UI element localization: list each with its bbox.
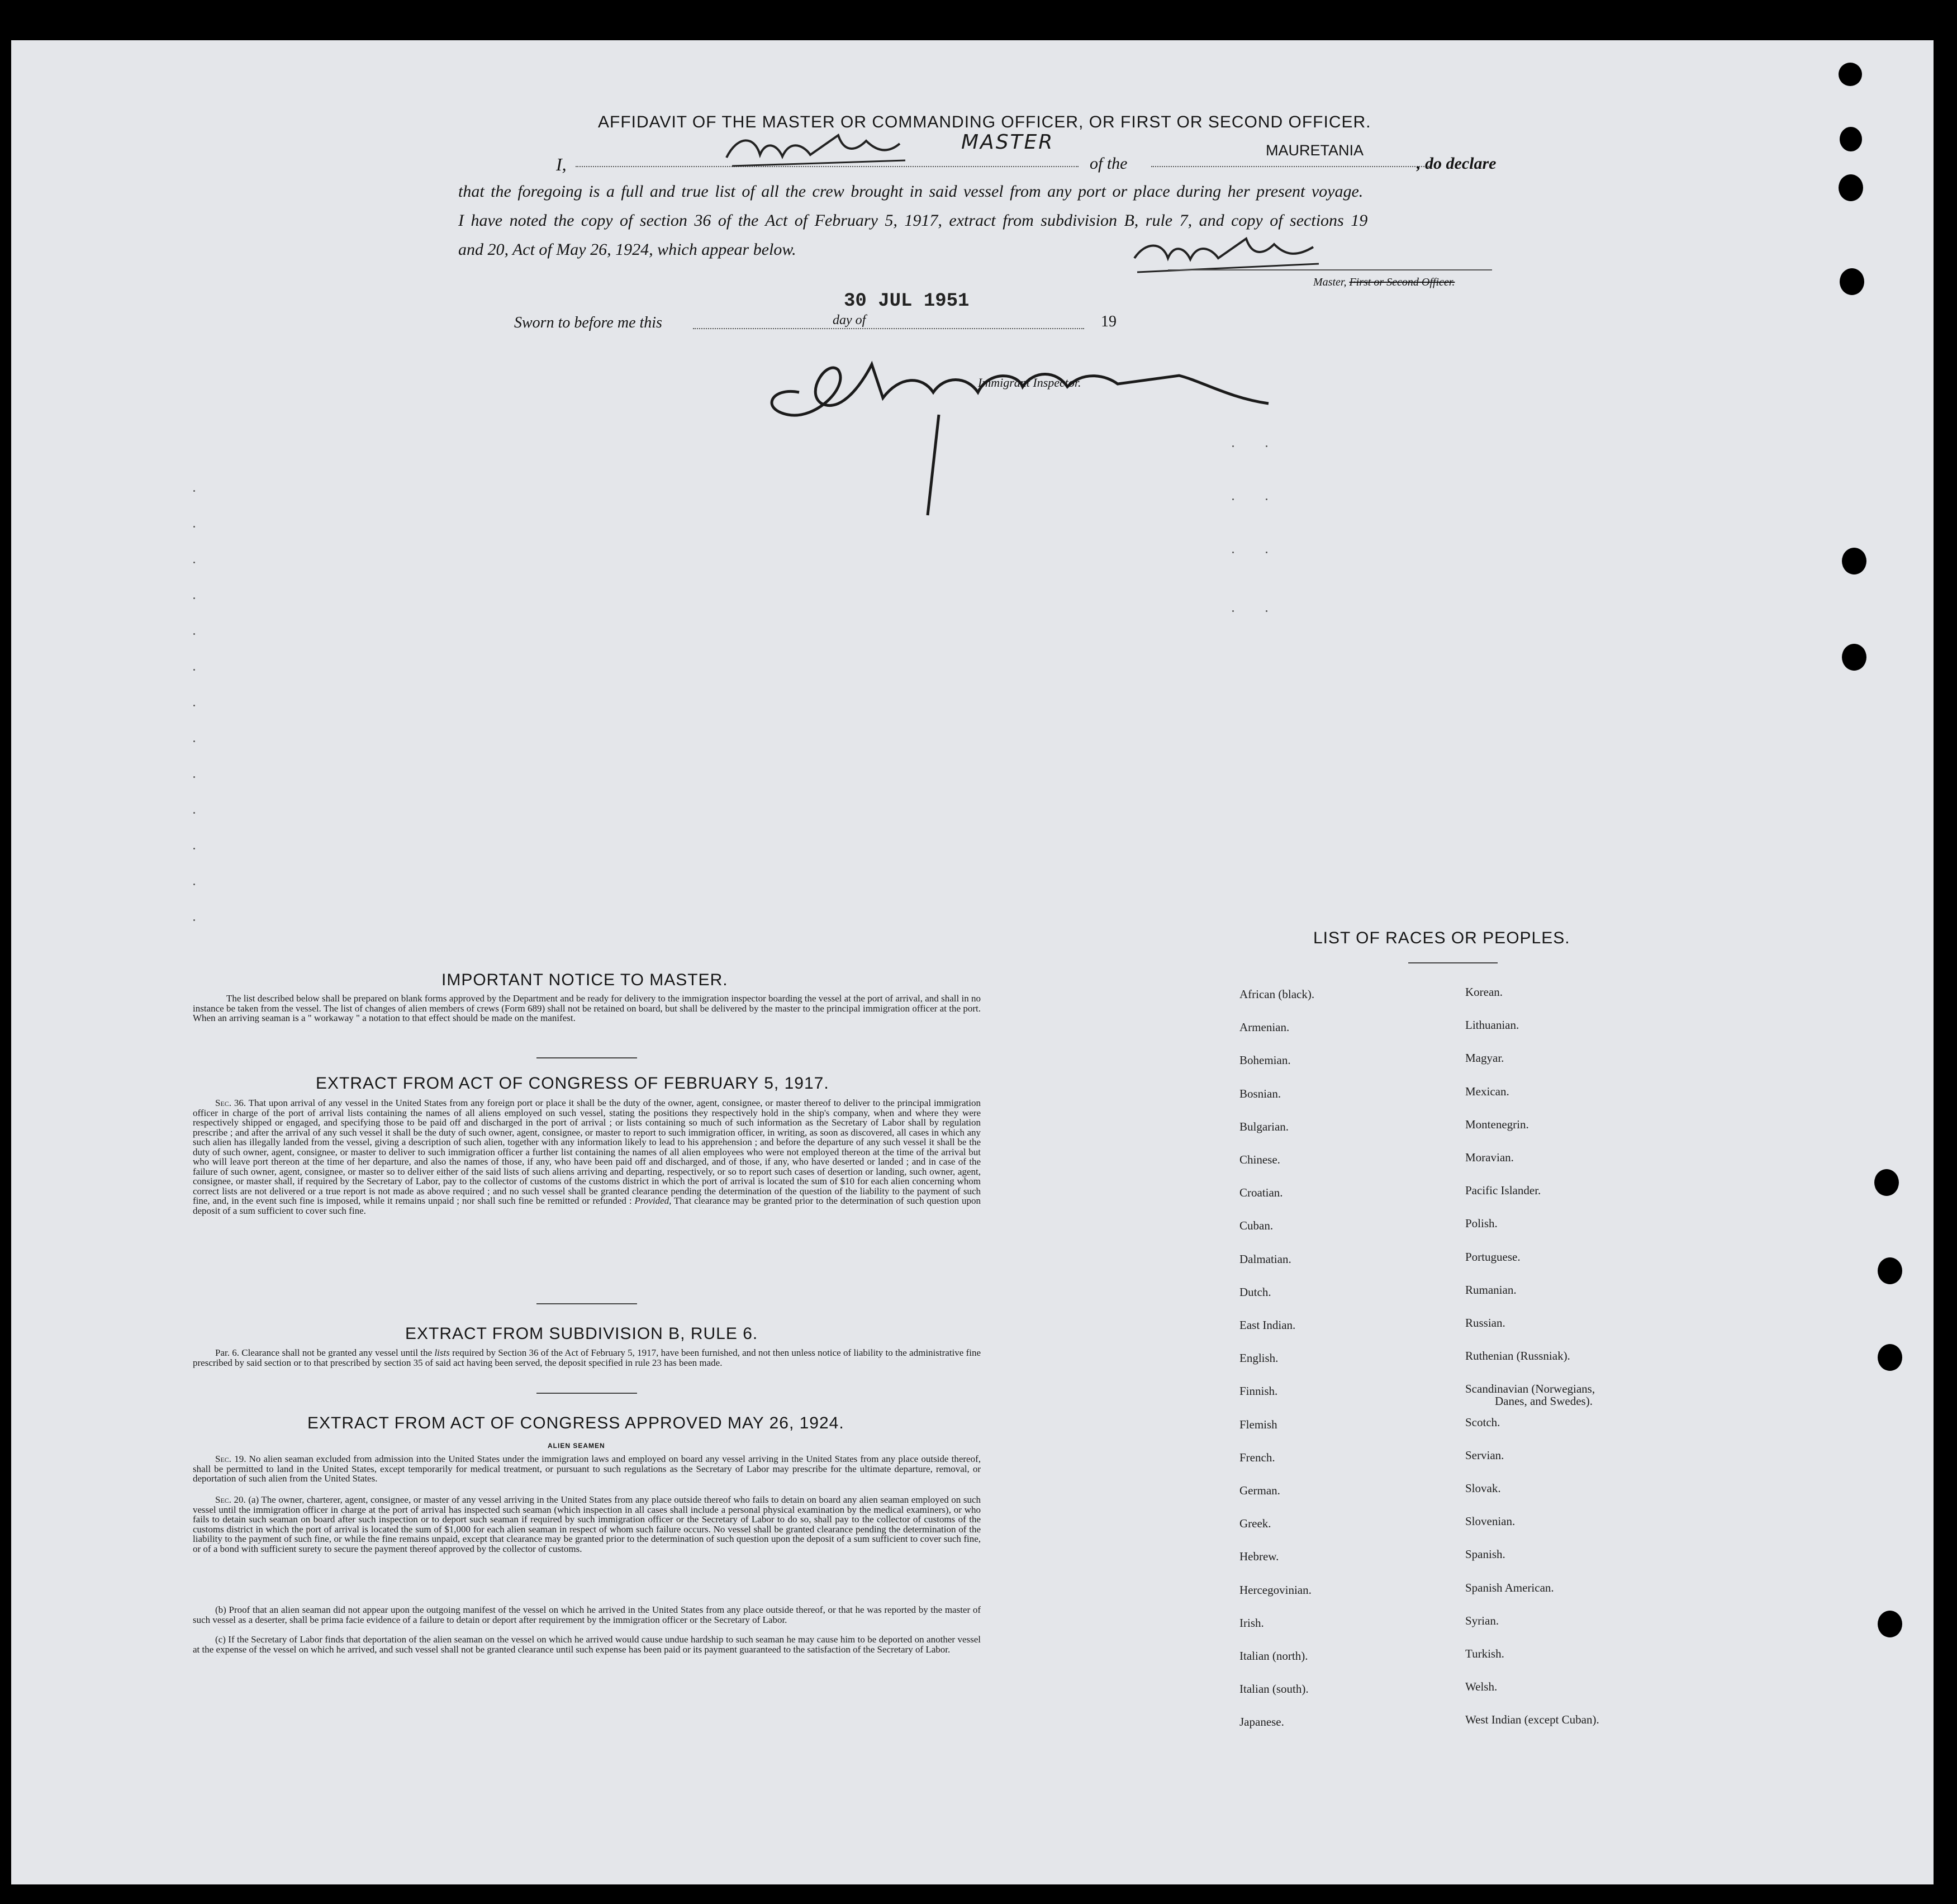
punch-hole bbox=[1874, 1169, 1899, 1196]
races-title: LIST OF RACES OR PEOPLES. bbox=[1313, 929, 1570, 947]
margin-speck bbox=[1232, 610, 1234, 612]
race-item: Polish. bbox=[1465, 1217, 1498, 1231]
race-item: Turkish. bbox=[1465, 1647, 1504, 1660]
race-item: West Indian (except Cuban). bbox=[1465, 1713, 1599, 1727]
races-title-rule bbox=[1408, 962, 1498, 963]
margin-speck bbox=[193, 490, 195, 492]
race-item: Bohemian. bbox=[1239, 1053, 1291, 1067]
vessel-name: MAURETANIA bbox=[1266, 142, 1364, 159]
divider-3 bbox=[536, 1393, 637, 1394]
notice-title: IMPORTANT NOTICE TO MASTER. bbox=[441, 971, 728, 989]
lists-word: lists bbox=[434, 1347, 450, 1358]
rule6-end: required by Section 36 of the Act of February 5, 1917, have been furnished, and not then unless notice of liability to the administrative fine prescribed by said section or to that prescribed by section 35 of said act having been served, the deposit specified in rule 23 has been made. bbox=[193, 1347, 981, 1368]
subdivision-title: EXTRACT FROM SUBDIVISION B, RULE 6. bbox=[405, 1324, 758, 1343]
extract-1924-title: EXTRACT FROM ACT OF CONGRESS APPROVED MAY 26, 1924. bbox=[307, 1414, 844, 1432]
margin-speck bbox=[1232, 498, 1234, 500]
race-item: Flemish bbox=[1239, 1417, 1277, 1431]
affidavit-line-2: that the foregoing is a full and true list of all the crew brought in said vessel from any port or place during her present voyage. bbox=[458, 182, 1364, 201]
master-signature bbox=[1123, 219, 1336, 281]
margin-speck bbox=[1232, 445, 1234, 447]
race-item: Syrian. bbox=[1465, 1613, 1499, 1627]
punch-hole bbox=[1878, 1611, 1902, 1637]
race-item: East Indian. bbox=[1239, 1318, 1296, 1332]
sec20a-text bbox=[193, 1495, 981, 1554]
margin-speck bbox=[193, 812, 195, 814]
sworn-line bbox=[693, 328, 1084, 329]
sec19-label: Sec. 19. bbox=[215, 1454, 246, 1464]
margin-speck bbox=[193, 562, 195, 563]
master-signature-line bbox=[1168, 269, 1492, 270]
margin-speck bbox=[193, 633, 195, 635]
sec20c-text: (c) If the Secretary of Labor finds that deportation of the alien seaman on the vessel on which he arrived would cause undue hardship to such seaman he may cause him to be deported on another vessel at the expense of the vessel on which he arrived, and such vessel shall not be granted clearance until such expense has been paid or its payment guaranteed to the satisfaction of the Secretary of Labor. bbox=[193, 1634, 981, 1655]
race-item: Hercegovinian. bbox=[1239, 1583, 1312, 1597]
race-item: Dutch. bbox=[1239, 1285, 1271, 1299]
margin-speck bbox=[1266, 610, 1267, 612]
race-item: Slovenian. bbox=[1465, 1514, 1516, 1528]
affidavit-line-3: I have noted the copy of section 36 of the Act of February 5, 1917, extract from subdivision B, rule 7, and copy of sections 19 bbox=[458, 211, 1368, 230]
struck-officer-label: First or Second Officer. bbox=[1349, 276, 1455, 288]
affidavit-title: AFFIDAVIT OF THE MASTER OR COMMANDING OFFICER, OR FIRST OR SECOND OFFICER. bbox=[598, 113, 1371, 131]
margin-speck bbox=[1266, 445, 1267, 447]
handwritten-name-signature bbox=[721, 113, 922, 174]
notice-text: The list described below shall be prepared on blank forms approved by the Department and be ready for delivery to the immigration inspector boarding the vessel at the port of arrival, and shall in no instance be taken from the vessel. The list of changes of alien members of crews (Form 689) shall not be retained on board, but shall be delivered by the master to the principal immigration officer at the port. When an arriving seaman is a " workaway " a notation to that effect should be made on the manifest. bbox=[193, 993, 981, 1023]
race-item: Chinese. bbox=[1239, 1153, 1280, 1166]
margin-speck bbox=[193, 848, 195, 849]
race-item: Lithuanian. bbox=[1465, 1018, 1519, 1032]
punch-hole bbox=[1842, 644, 1866, 671]
margin-speck bbox=[193, 884, 195, 885]
subdivision-text bbox=[193, 1348, 981, 1368]
margin-speck bbox=[1232, 552, 1234, 553]
race-item: Scandinavian (Norwegians, bbox=[1465, 1382, 1595, 1396]
vessel-line bbox=[1151, 166, 1431, 167]
race-item: French. bbox=[1239, 1450, 1275, 1464]
margin-speck bbox=[193, 669, 195, 671]
extract-1917-title: EXTRACT FROM ACT OF CONGRESS OF FEBRUARY 5, 1917. bbox=[316, 1074, 829, 1093]
race-item: Bulgarian. bbox=[1239, 1119, 1289, 1133]
race-item: Russian. bbox=[1465, 1316, 1505, 1330]
race-item: Greek. bbox=[1239, 1517, 1271, 1531]
race-item: Montenegrin. bbox=[1465, 1117, 1529, 1131]
document-page bbox=[11, 40, 1934, 1884]
punch-hole bbox=[1840, 127, 1862, 151]
race-item: Dalmatian. bbox=[1239, 1252, 1291, 1266]
margin-speck bbox=[193, 705, 195, 706]
punch-hole bbox=[1839, 174, 1863, 201]
race-item: Mexican. bbox=[1465, 1084, 1509, 1098]
margin-speck bbox=[193, 597, 195, 599]
date-stamp: 30 JUL 1951 bbox=[844, 291, 970, 312]
master-label-text: Master, bbox=[1313, 276, 1347, 288]
affidavit-line-4: and 20, Act of May 26, 1924, which appear below. bbox=[458, 240, 796, 259]
race-item: African (black). bbox=[1239, 987, 1315, 1001]
race-item: Bosnian. bbox=[1239, 1086, 1281, 1100]
race-item: Croatian. bbox=[1239, 1186, 1283, 1200]
race-item: English. bbox=[1239, 1351, 1279, 1365]
punch-hole bbox=[1840, 268, 1864, 295]
inspector-signature bbox=[754, 331, 1285, 532]
margin-speck bbox=[193, 526, 195, 528]
sec36-end: That clearance may be granted prior to the determination of such question upon deposit of a sum sufficient to cover such fine. bbox=[193, 1195, 981, 1216]
margin-speck bbox=[193, 740, 195, 742]
punch-hole bbox=[1878, 1344, 1902, 1371]
affidavit-i: I, bbox=[556, 154, 567, 174]
race-item: Ruthenian (Russniak). bbox=[1465, 1349, 1570, 1363]
sec36-label: Sec. 36. bbox=[215, 1098, 246, 1108]
race-item: Spanish. bbox=[1465, 1547, 1505, 1561]
race-item: Portuguese. bbox=[1465, 1250, 1521, 1264]
sec20-label: Sec. 20. bbox=[215, 1494, 246, 1505]
margin-speck bbox=[1266, 552, 1267, 553]
year-prefix: 19 bbox=[1101, 313, 1117, 330]
sec19-body: No alien seaman excluded from admission into the United States under the immigration laws and employed on board any vessel arriving in the United States from any place outside thereof, shall be permitted to land in the United States, except temporarily for medical treatment, or pursuant to such regulations as the Secretary of Labor may prescribe for the ultimate departure, removal, or deportation of such alien from the United States. bbox=[193, 1454, 981, 1484]
punch-hole bbox=[1839, 63, 1862, 86]
divider-2 bbox=[536, 1303, 637, 1304]
sec19-text bbox=[193, 1454, 981, 1484]
race-item: Moravian. bbox=[1465, 1151, 1514, 1164]
extract-1917-text bbox=[193, 1098, 981, 1215]
race-item: Irish. bbox=[1239, 1616, 1264, 1630]
punch-hole bbox=[1878, 1257, 1902, 1284]
punch-hole bbox=[1842, 548, 1866, 574]
alien-seamen-subtitle: ALIEN SEAMEN bbox=[548, 1442, 605, 1450]
race-item-continuation: Danes, and Swedes). bbox=[1495, 1394, 1593, 1408]
sec20a-body: (a) The owner, charterer, agent, consignee, or master of any vessel arriving in the United States from any place outside thereof who fails to detain on board any alien seaman employed on such vessel until the immigration officer in charge at the port of arrival has inspected such seaman (which inspection in all cases shall include a personal physical examination by the medical examiners), or who fails to detain such seaman on board after such inspection or to deport such seaman if required by such immigration officer or the Secretary of Labor to do so, shall pay to the collector of customs of the customs district in which the port of arrival is located the sum of $1,000 for each alien seaman in respect of whom such failure occurs. No vessel shall be granted clearance pending the determination of the liability to the payment of such fine, or while the fine remains unpaid, except that clearance may be granted prior to the determination of such question upon the deposit of a sum sufficient to cover such fine, or of a bond with sufficient surety to secure the payment thereof approved by the collector of customs. bbox=[193, 1494, 981, 1554]
sec20b-text: (b) Proof that an alien seaman did not appear upon the outgoing manifest of the vessel on which he arrived in the United States from any place outside thereof, or that he was reported by the master of such vessel as a deserter, shall be prima facie evidence of a failure to detain or deport after requirement by the immigration officer or the Secretary of Labor. bbox=[193, 1604, 981, 1625]
race-item: Cuban. bbox=[1239, 1219, 1274, 1233]
race-item: Servian. bbox=[1465, 1448, 1504, 1462]
master-label bbox=[1313, 276, 1455, 289]
divider-1 bbox=[536, 1057, 637, 1058]
race-item: Rumanian. bbox=[1465, 1283, 1517, 1297]
rule6-start: Par. 6. Clearance shall not be granted any vessel until the bbox=[215, 1347, 433, 1358]
margin-speck bbox=[193, 776, 195, 778]
race-item: Italian (north). bbox=[1239, 1649, 1308, 1663]
race-item: Japanese. bbox=[1239, 1715, 1284, 1729]
race-item: Scotch. bbox=[1465, 1415, 1500, 1429]
inspector-label: Immigrant Inspector. bbox=[978, 376, 1081, 390]
race-item: Magyar. bbox=[1465, 1051, 1504, 1065]
of-the-label: of the bbox=[1090, 154, 1128, 173]
sec36-body: That upon arrival of any vessel in the United States from any foreign port or place it shall be the duty of the owner, agent, consignee, or master thereof to deliver to the principal immigration officer in charge of the port of arrival lists containing the names of all aliens employed on such vessel, stating the positions they respectively hold in the ship's company, when and where they were respectively shipped or engaged, and specifying those to be paid off and discharged in the port of arrival ; or lists containing so much of such information as the Secretary of Labor shall by regulation prescribe ; and after the arrival of any such vessel it shall be the duty of such owner, agent, consignee, or master to report to such immigration officer, in writing, as soon as discovered, all cases in which any such alien has illegally landed from the vessel, giving a description of such alien, together with any information likely to lead to his apprehension ; and before the departure of any such vessel it shall be the duty of such owner, agent, consignee, or master to deliver to such immigration officer a further list containing the names of all alien employees who were not employed thereon at the time of the arrival but who will leave port thereon at the time of her departure, and also the names of those, if any, who have been paid off and discharged, and of those, if any, who have deserted or landed ; and in case of the failure of such owner, agent, consignee, or master so to deliver either of the said lists of such aliens arriving and departing, respectively, or so to report such cases of desertion or landing, such owner, agent, consignee, or master shall, if required by the Secretary of Labor, pay to the collector of customs of the customs district in which the port of arrival is located the sum of $10 for each alien concerning whom correct lists are not delivered or a true report is not made as above required ; and no such vessel shall be granted clearance pending the determination of the question of the liability to the payment of such fine, and, in the event such fine is imposed, while it remains unpaid ; nor shall such fine be remitted or refunded : bbox=[193, 1098, 981, 1206]
race-item: Welsh. bbox=[1465, 1680, 1498, 1694]
margin-speck bbox=[193, 919, 195, 921]
race-item: Pacific Islander. bbox=[1465, 1184, 1541, 1198]
race-item: Korean. bbox=[1465, 985, 1503, 999]
sworn-text: Sworn to before me this bbox=[514, 314, 662, 331]
race-item: Armenian. bbox=[1239, 1020, 1290, 1034]
provided-word: Provided, bbox=[634, 1195, 672, 1206]
margin-speck bbox=[1266, 498, 1267, 500]
race-item: Hebrew. bbox=[1239, 1550, 1279, 1564]
day-of: day of bbox=[833, 313, 866, 327]
race-item: Finnish. bbox=[1239, 1384, 1278, 1398]
race-item: Slovak. bbox=[1465, 1482, 1501, 1495]
race-item: German. bbox=[1239, 1484, 1280, 1497]
master-handwritten: MASTER bbox=[961, 131, 1054, 154]
do-declare: , do declare bbox=[1417, 154, 1497, 173]
race-item: Spanish American. bbox=[1465, 1580, 1554, 1594]
race-item: Italian (south). bbox=[1239, 1682, 1309, 1696]
